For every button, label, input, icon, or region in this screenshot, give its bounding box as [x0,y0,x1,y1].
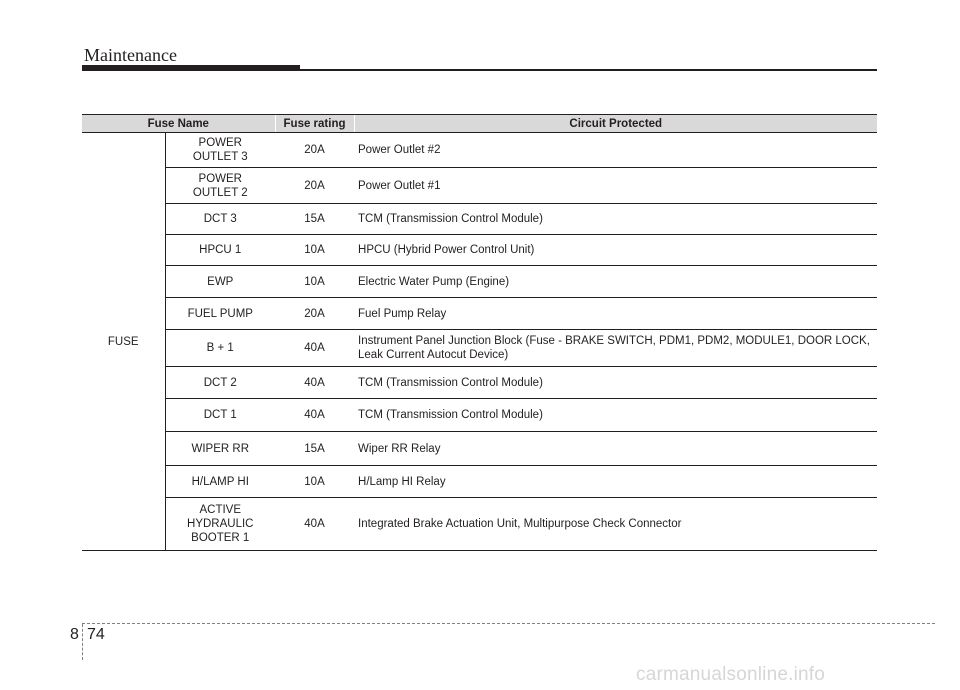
fuse-table-body [82,133,877,551]
table-row [82,498,877,551]
circuit-protected-cell: TCM (Transmission Control Module) [354,204,877,235]
table-row [82,399,877,432]
fuse-name-cell: DCT 2 [165,367,275,399]
fuse-name-cell: DCT 1 [165,399,275,432]
table-row [82,204,877,235]
table-row [82,330,877,367]
table-row [82,432,877,466]
fuse-rating-cell: 15A [275,204,354,235]
circuit-protected-cell: H/Lamp HI Relay [354,466,877,498]
fuse-name-cell: B + 1 [165,330,275,367]
circuit-protected-cell: Integrated Brake Actuation Unit, Multipurpose Check Connector [354,498,877,551]
table-header-row [82,115,877,133]
fuse-name-cell: ACTIVE HYDRAULIC BOOTER 1 [165,498,275,551]
fuse-rating-cell: 10A [275,466,354,498]
circuit-protected-cell: Fuel Pump Relay [354,298,877,330]
fuse-name-cell: EWP [165,266,275,298]
fuse-rating-cell: 20A [275,168,354,204]
title-underline-thick [82,65,300,71]
circuit-protected-cell: Wiper RR Relay [354,432,877,466]
fuse-name-cell: HPCU 1 [165,235,275,266]
fuse-rating-cell: 40A [275,330,354,367]
circuit-protected-cell: Instrument Panel Junction Block (Fuse - BRAKE SWITCH, PDM1, PDM2, MODULE1, DOOR LOCK, Leak Current Autocut Device) [354,330,877,367]
table-row [82,133,877,168]
title-underline-thin [300,69,877,71]
header-fuse-rating: Fuse rating [275,115,354,133]
circuit-protected-cell: TCM (Transmission Control Module) [354,399,877,432]
circuit-protected-cell: Power Outlet #2 [354,133,877,168]
table-row [82,235,877,266]
fuse-rating-cell: 15A [275,432,354,466]
fuse-name-cell: DCT 3 [165,204,275,235]
fuse-rating-cell: 10A [275,235,354,266]
fuse-name-cell: POWER OUTLET 2 [165,168,275,204]
fuse-name-cell: POWER OUTLET 3 [165,133,275,168]
circuit-protected-cell: Electric Water Pump (Engine) [354,266,877,298]
table-row [82,168,877,204]
table-row [82,466,877,498]
fuse-rating-cell: 40A [275,399,354,432]
header-fuse-name: Fuse Name [82,115,275,133]
fuse-rating-cell: 10A [275,266,354,298]
footer-rule [82,623,935,624]
fuse-table [82,114,877,551]
chapter-number: 8 [70,626,79,643]
fuse-name-cell: WIPER RR [165,432,275,466]
fuse-rating-cell: 40A [275,367,354,399]
circuit-protected-cell: Power Outlet #1 [354,168,877,204]
page-number: 74 [87,626,105,643]
page-number-divider [82,624,83,660]
fuse-rating-cell: 20A [275,298,354,330]
table-row [82,266,877,298]
circuit-protected-cell: HPCU (Hybrid Power Control Unit) [354,235,877,266]
section-title: Maintenance [84,45,177,65]
fuse-name-cell: FUEL PUMP [165,298,275,330]
watermark: carmanualsonline.info [636,664,826,685]
table-row [82,367,877,399]
fuse-name-cell: H/LAMP HI [165,466,275,498]
circuit-protected-cell: TCM (Transmission Control Module) [354,367,877,399]
fuse-rating-cell: 20A [275,133,354,168]
fuse-group-label: FUSE [82,133,165,551]
header-circuit-protected: Circuit Protected [354,115,877,133]
table-row [82,298,877,330]
fuse-rating-cell: 40A [275,498,354,551]
